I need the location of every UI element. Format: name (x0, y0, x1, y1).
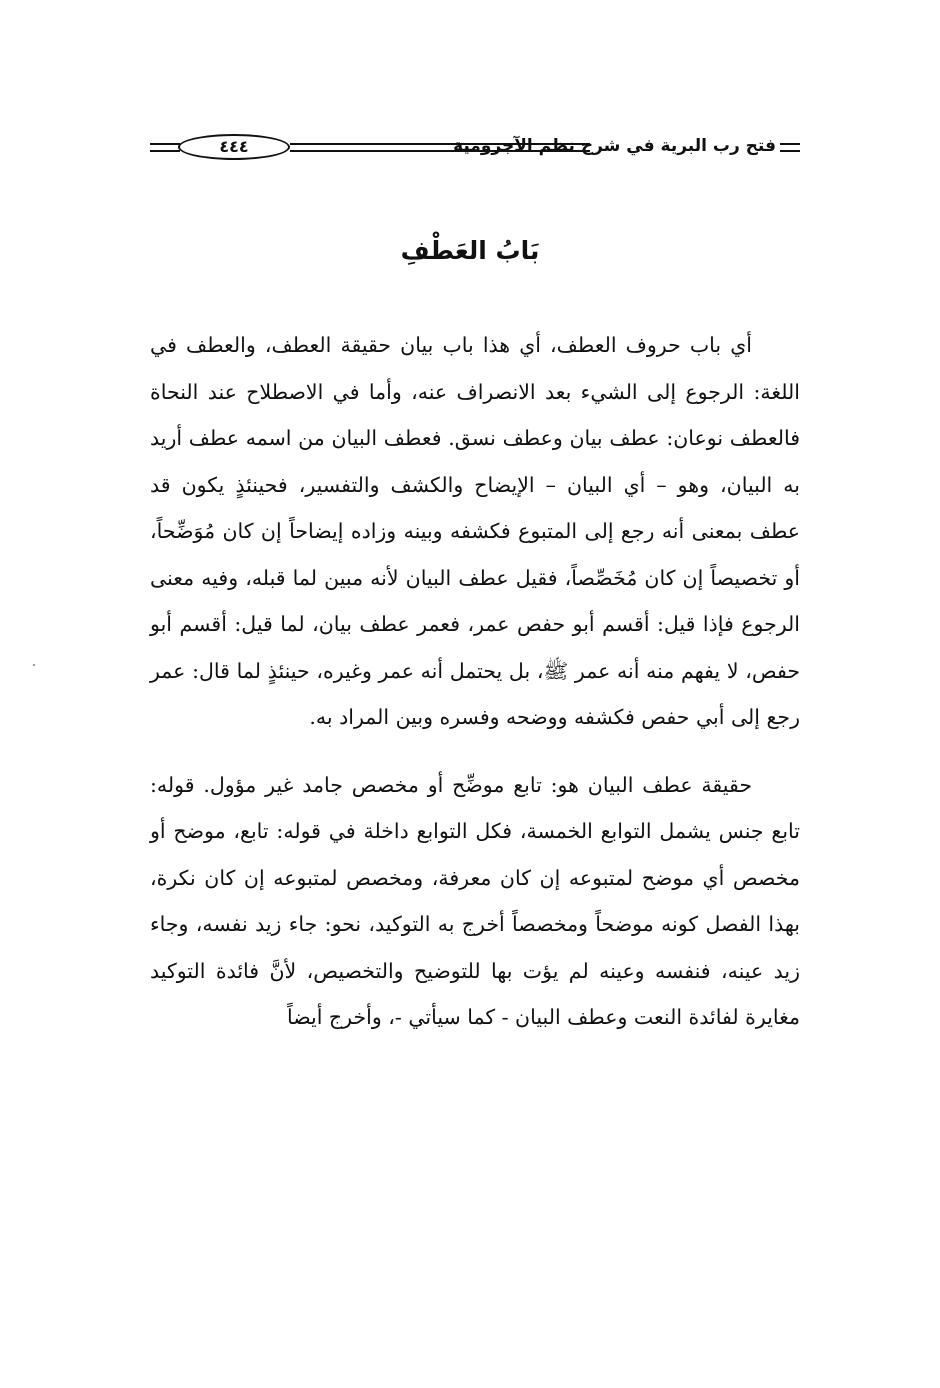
paragraph-2: حقيقة عطف البيان هو: تابع موضِّح أو مخصص جامد غير مؤول. قوله: تابع جنس يشمل التوابع الخمسة، فكل التوابع داخلة في قوله: تابع، موضح أو مخصص أي موضح لمتبوعه إن كان معرفة، ومخصص لمتبوعه إن كان نكرة، بهذا الفصل كونه موضحاً ومخصصاً أخرج به التوكيد، نحو: جاء زيد نفسه، وجاء زيد عينه، فنفسه وعينه لم يؤت بها للتوضيح والتخصيص، لأنَّ فائدة التوكيد مغايرة لفائدة النعت وعطف البيان - كما سيأتي -، وأخرج أيضاً (150, 772, 800, 1029)
running-header (150, 134, 800, 168)
header-rule-left (150, 143, 180, 152)
margin-speck (33, 664, 35, 666)
page-number: ٤٤٤ (178, 134, 290, 160)
running-title: فتح رب البرية في شرح نظم الآجرومية (453, 136, 776, 156)
body-text (150, 322, 800, 1041)
header-rule-right (780, 143, 800, 152)
paragraph-1: أي باب حروف العطف، أي هذا باب بيان حقيقة العطف، والعطف في اللغة: الرجوع إلى الشيء بعد الانصراف عنه، وأما في الاصطلاح عند النحاة فالعطف نوعان: عطف بيان وعطف نسق. فعطف البيان من اسمه عطف أريد به البيان، وهو – أي البيان – الإيضاح والكشف والتفسير، فحينئذٍ يكون قد عطف بمعنى أنه رجع إلى المتبوع فكشفه وبينه وزاده إيضاحاً إن كان مُوَضِّحاً، أو تخصيصاً إن كان مُخَصِّصاً، فقيل عطف البيان لأنه مبين لما قبله، وفيه معنى الرجوع فإذا قيل: أقسم أبو حفص عمر، فعمر عطف بيان، لما قيل: أقسم أبو حفص، لا يفهم منه أنه عمر ﷺ، بل يحتمل أنه عمر وغيره، حينئذٍ لما قال: عمر رجع إلى أبي حفص فكشفه ووضحه وفسره وبين المراد به. (150, 333, 800, 729)
header-rule-middle (290, 143, 590, 152)
chapter-title: بَابُ العَطْفِ (400, 236, 540, 265)
